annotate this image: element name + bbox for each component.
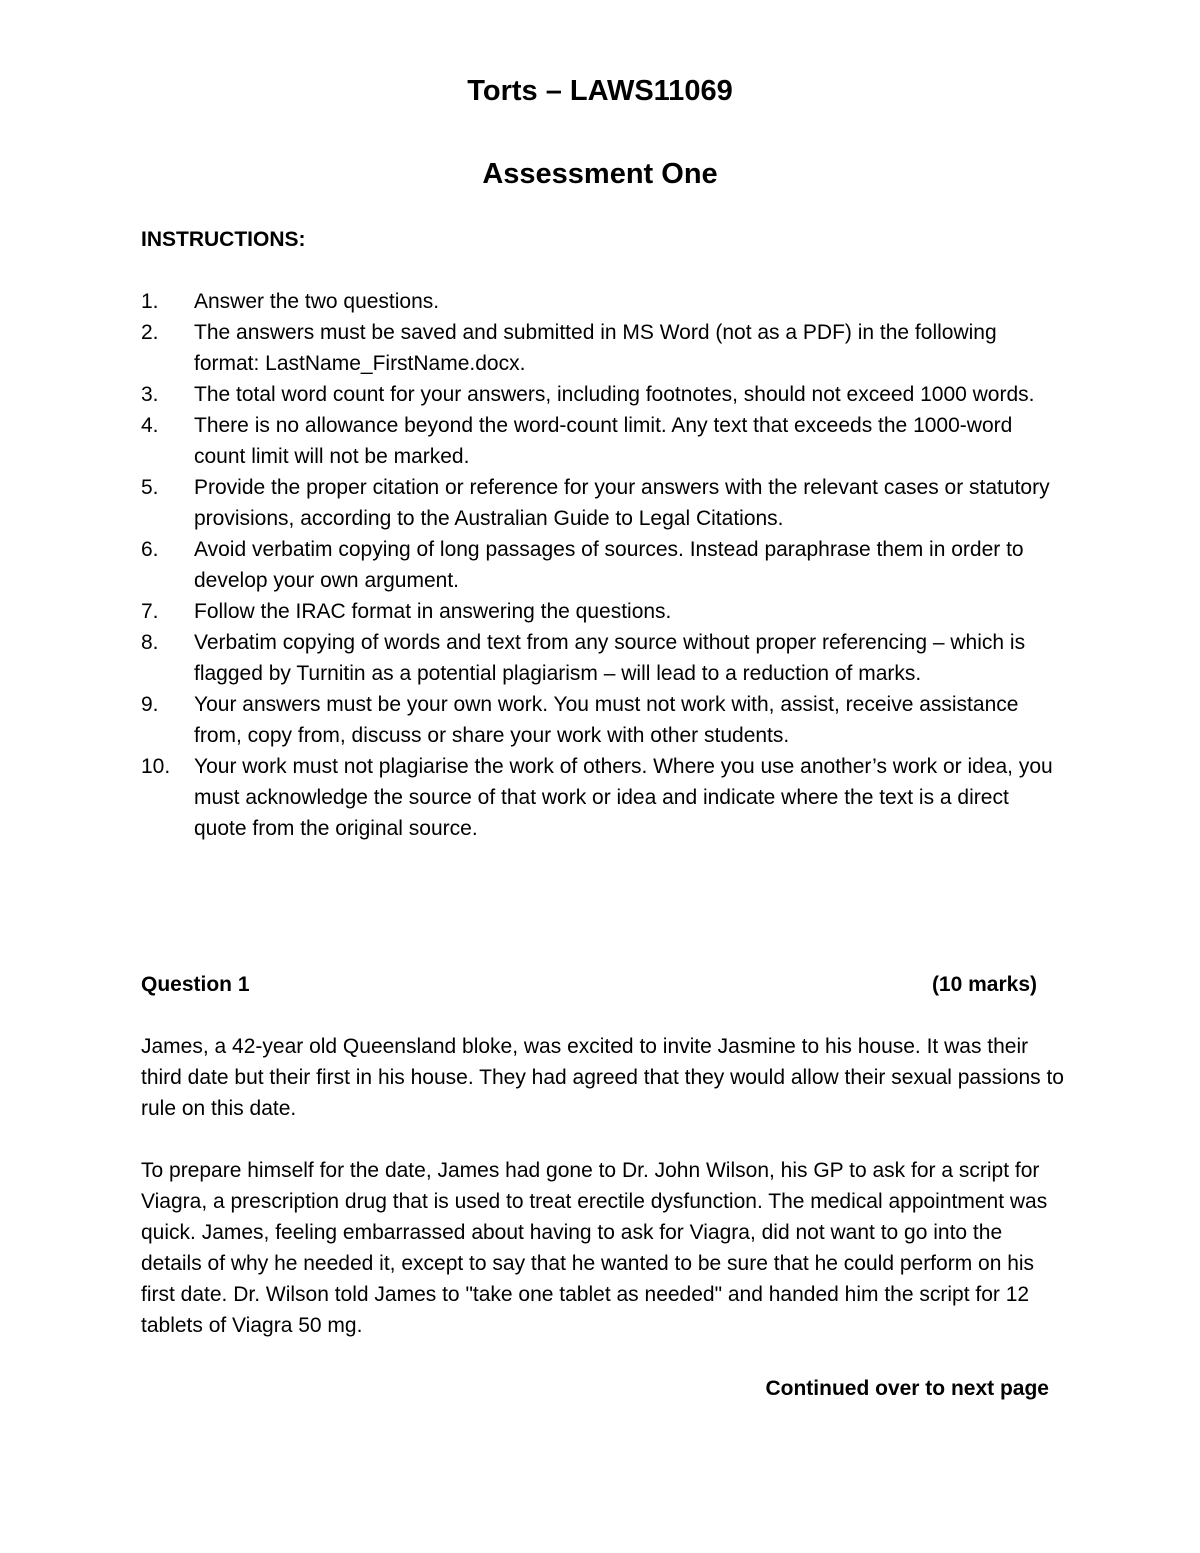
instruction-item [141,689,1066,751]
assessment-title: Assessment One [482,158,718,190]
instruction-number: 5. [141,476,159,499]
instruction-text: There is no allowance beyond the word-count limit. Any text that exceeds the 1000-word count limit will not be marked. [194,414,1013,468]
question-title: Question 1 [141,973,250,996]
instruction-text: Verbatim copying of words and text from any source without proper referencing – which is flagged by Turnitin as a potential plagiarism – will lead to a reduction of marks. [194,631,1026,685]
instruction-item [141,410,1066,472]
instruction-number: 9. [141,693,159,716]
instruction-text: Your work must not plagiarise the work of others. Where you use another’s work or idea, you must acknowledge the source of that work or idea and indicate where the text is a direct quote from the original source. [194,755,1053,840]
instruction-item [141,317,1066,379]
instruction-item [141,751,1066,844]
instruction-number: 10. [141,755,171,778]
instruction-number: 7. [141,600,159,623]
instruction-item [141,472,1066,534]
instruction-text: The answers must be saved and submitted in MS Word (not as a PDF) in the following format: LastName_FirstName.docx. [194,321,997,375]
instruction-item [141,627,1066,689]
instruction-text: Provide the proper citation or reference for your answers with the relevant cases or statutory provisions, according to the Australian Guide to Legal Citations. [194,476,1050,530]
instructions-list [141,286,1066,844]
continued-note: Continued over to next page [765,1377,1049,1400]
instruction-item [141,534,1066,596]
instruction-number: 3. [141,383,159,406]
instruction-text: Your answers must be your own work. You must not work with, assist, receive assistance from, copy from, discuss or share your work with other students. [194,693,1019,747]
instruction-number: 4. [141,414,159,437]
instruction-text: The total word count for your answers, including footnotes, should not exceed 1000 words. [194,383,1035,406]
instruction-number: 1. [141,290,159,313]
question-paragraph: James, a 42-year old Queensland bloke, was excited to invite Jasmine to his house. It was their third date but their first in his house. They had agreed that they would allow their sexual passions to rule on this date. [141,1035,1064,1120]
instruction-number: 6. [141,538,159,561]
instruction-number: 2. [141,321,159,344]
instruction-text: Avoid verbatim copying of long passages of sources. Instead paraphrase them in order to develop your own argument. [194,538,1024,592]
instruction-item [141,286,1066,317]
instruction-item [141,596,1066,627]
instruction-item [141,379,1066,410]
instruction-number: 8. [141,631,159,654]
instructions-label: INSTRUCTIONS: [141,228,306,251]
course-title: Torts – LAWS11069 [467,75,733,107]
instruction-text: Answer the two questions. [194,290,440,313]
question-marks: (10 marks) [931,973,1037,996]
instruction-text: Follow the IRAC format in answering the questions. [194,600,672,623]
question-paragraph: To prepare himself for the date, James had gone to Dr. John Wilson, his GP to ask for a script for Viagra, a prescription drug that is used to treat erectile dysfunction. The medical appointment was quick. James, feeling embarrassed about having to ask for Viagra, did not want to go into the details of why he needed it, except to say that he wanted to be sure that he could perform on his first date. Dr. Wilson told James to "take one tablet as needed" and handed him the script for 12 tablets of Viagra 50 mg. [141,1159,1048,1337]
